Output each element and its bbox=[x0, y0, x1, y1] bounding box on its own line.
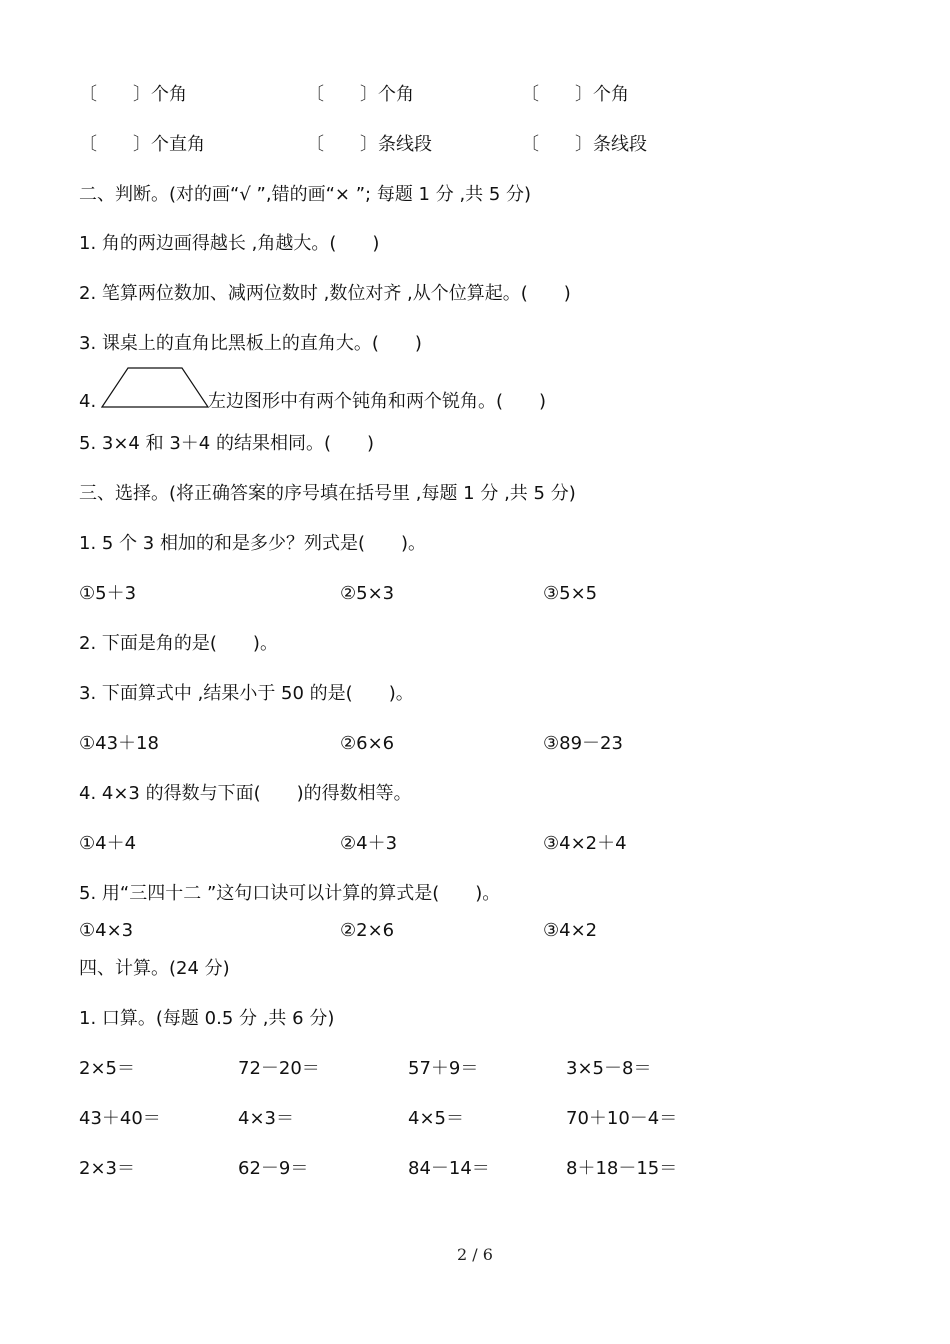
oral-calc-item: 8＋18－15＝ bbox=[566, 1158, 678, 1179]
option-3: ③4×2＋4 bbox=[543, 833, 627, 854]
count-blank-angles-2: 〔 〕个角 bbox=[306, 84, 414, 105]
page-number: 2 / 6 bbox=[457, 1245, 493, 1264]
option-2: ②2×6 bbox=[340, 920, 395, 941]
count-blank-right-angles: 〔 〕个直角 bbox=[79, 134, 205, 155]
section3-heading: 三、选择。(将正确答案的序号填在括号里 ,每题 1 分 ,共 5 分) bbox=[79, 483, 576, 504]
option-3: ③89－23 bbox=[543, 733, 623, 754]
judge-question-3: 3. 课桌上的直角比黑板上的直角大。( ) bbox=[79, 333, 422, 354]
oral-calc-item: 57＋9＝ bbox=[408, 1058, 479, 1079]
oral-calc-item: 2×5＝ bbox=[79, 1058, 135, 1079]
option-1: ①5＋3 bbox=[79, 583, 137, 604]
choice-question-3: 3. 下面算式中 ,结果小于 50 的是( )。 bbox=[79, 683, 414, 704]
option-1: ①4×3 bbox=[79, 920, 134, 941]
choice-question-5: 5. 用“三四十二 ”这句口诀可以计算的算式是( )。 bbox=[79, 883, 501, 904]
choice-question-1: 1. 5 个 3 相加的和是多少？列式是( )。 bbox=[79, 533, 427, 554]
oral-calc-item: 4×3＝ bbox=[238, 1108, 294, 1129]
option-3: ③5×5 bbox=[543, 583, 598, 604]
oral-calc-item: 43＋40＝ bbox=[79, 1108, 161, 1129]
option-1: ①4＋4 bbox=[79, 833, 137, 854]
oral-calc-item: 4×5＝ bbox=[408, 1108, 464, 1129]
option-3: ③4×2 bbox=[543, 920, 598, 941]
judge-question-4-text: 左边图形中有两个钝角和两个锐角。( ) bbox=[208, 391, 547, 412]
count-blank-segments-2: 〔 〕条线段 bbox=[521, 134, 647, 155]
oral-calc-item: 72－20＝ bbox=[238, 1058, 320, 1079]
option-2: ②5×3 bbox=[340, 583, 395, 604]
oral-calc-item: 3×5－8＝ bbox=[566, 1058, 652, 1079]
oral-calc-item: 84－14＝ bbox=[408, 1158, 490, 1179]
oral-calc-item: 62－9＝ bbox=[238, 1158, 309, 1179]
option-1: ①43＋18 bbox=[79, 733, 159, 754]
judge-question-1: 1. 角的两边画得越长 ,角越大。( ) bbox=[79, 233, 380, 254]
judge-question-5: 5. 3×4 和 3＋4 的结果相同。( ) bbox=[79, 433, 374, 454]
option-2: ②4＋3 bbox=[340, 833, 398, 854]
choice-question-4: 4. 4×3 的得数与下面( )的得数相等。 bbox=[79, 783, 412, 804]
trapezoid-figure bbox=[101, 366, 211, 410]
oral-calc-item: 70＋10－4＝ bbox=[566, 1108, 678, 1129]
section4-heading: 四、计算。(24 分) bbox=[79, 958, 230, 979]
choice-question-2: 2. 下面是角的是( )。 bbox=[79, 633, 278, 654]
oral-calc-item: 2×3＝ bbox=[79, 1158, 135, 1179]
count-blank-angles-1: 〔 〕个角 bbox=[79, 84, 187, 105]
section2-heading: 二、判断。(对的画“√ ”,错的画“× ”; 每题 1 分 ,共 5 分) bbox=[79, 184, 532, 205]
judge-question-2: 2. 笔算两位数加、减两位数时 ,数位对齐 ,从个位算起。( ) bbox=[79, 283, 571, 304]
option-2: ②6×6 bbox=[340, 733, 395, 754]
judge-question-4-number: 4. bbox=[79, 391, 97, 412]
oral-calc-subheading: 1. 口算。(每题 0.5 分 ,共 6 分) bbox=[79, 1008, 335, 1029]
count-blank-angles-3: 〔 〕个角 bbox=[521, 84, 629, 105]
count-blank-segments-1: 〔 〕条线段 bbox=[306, 134, 432, 155]
